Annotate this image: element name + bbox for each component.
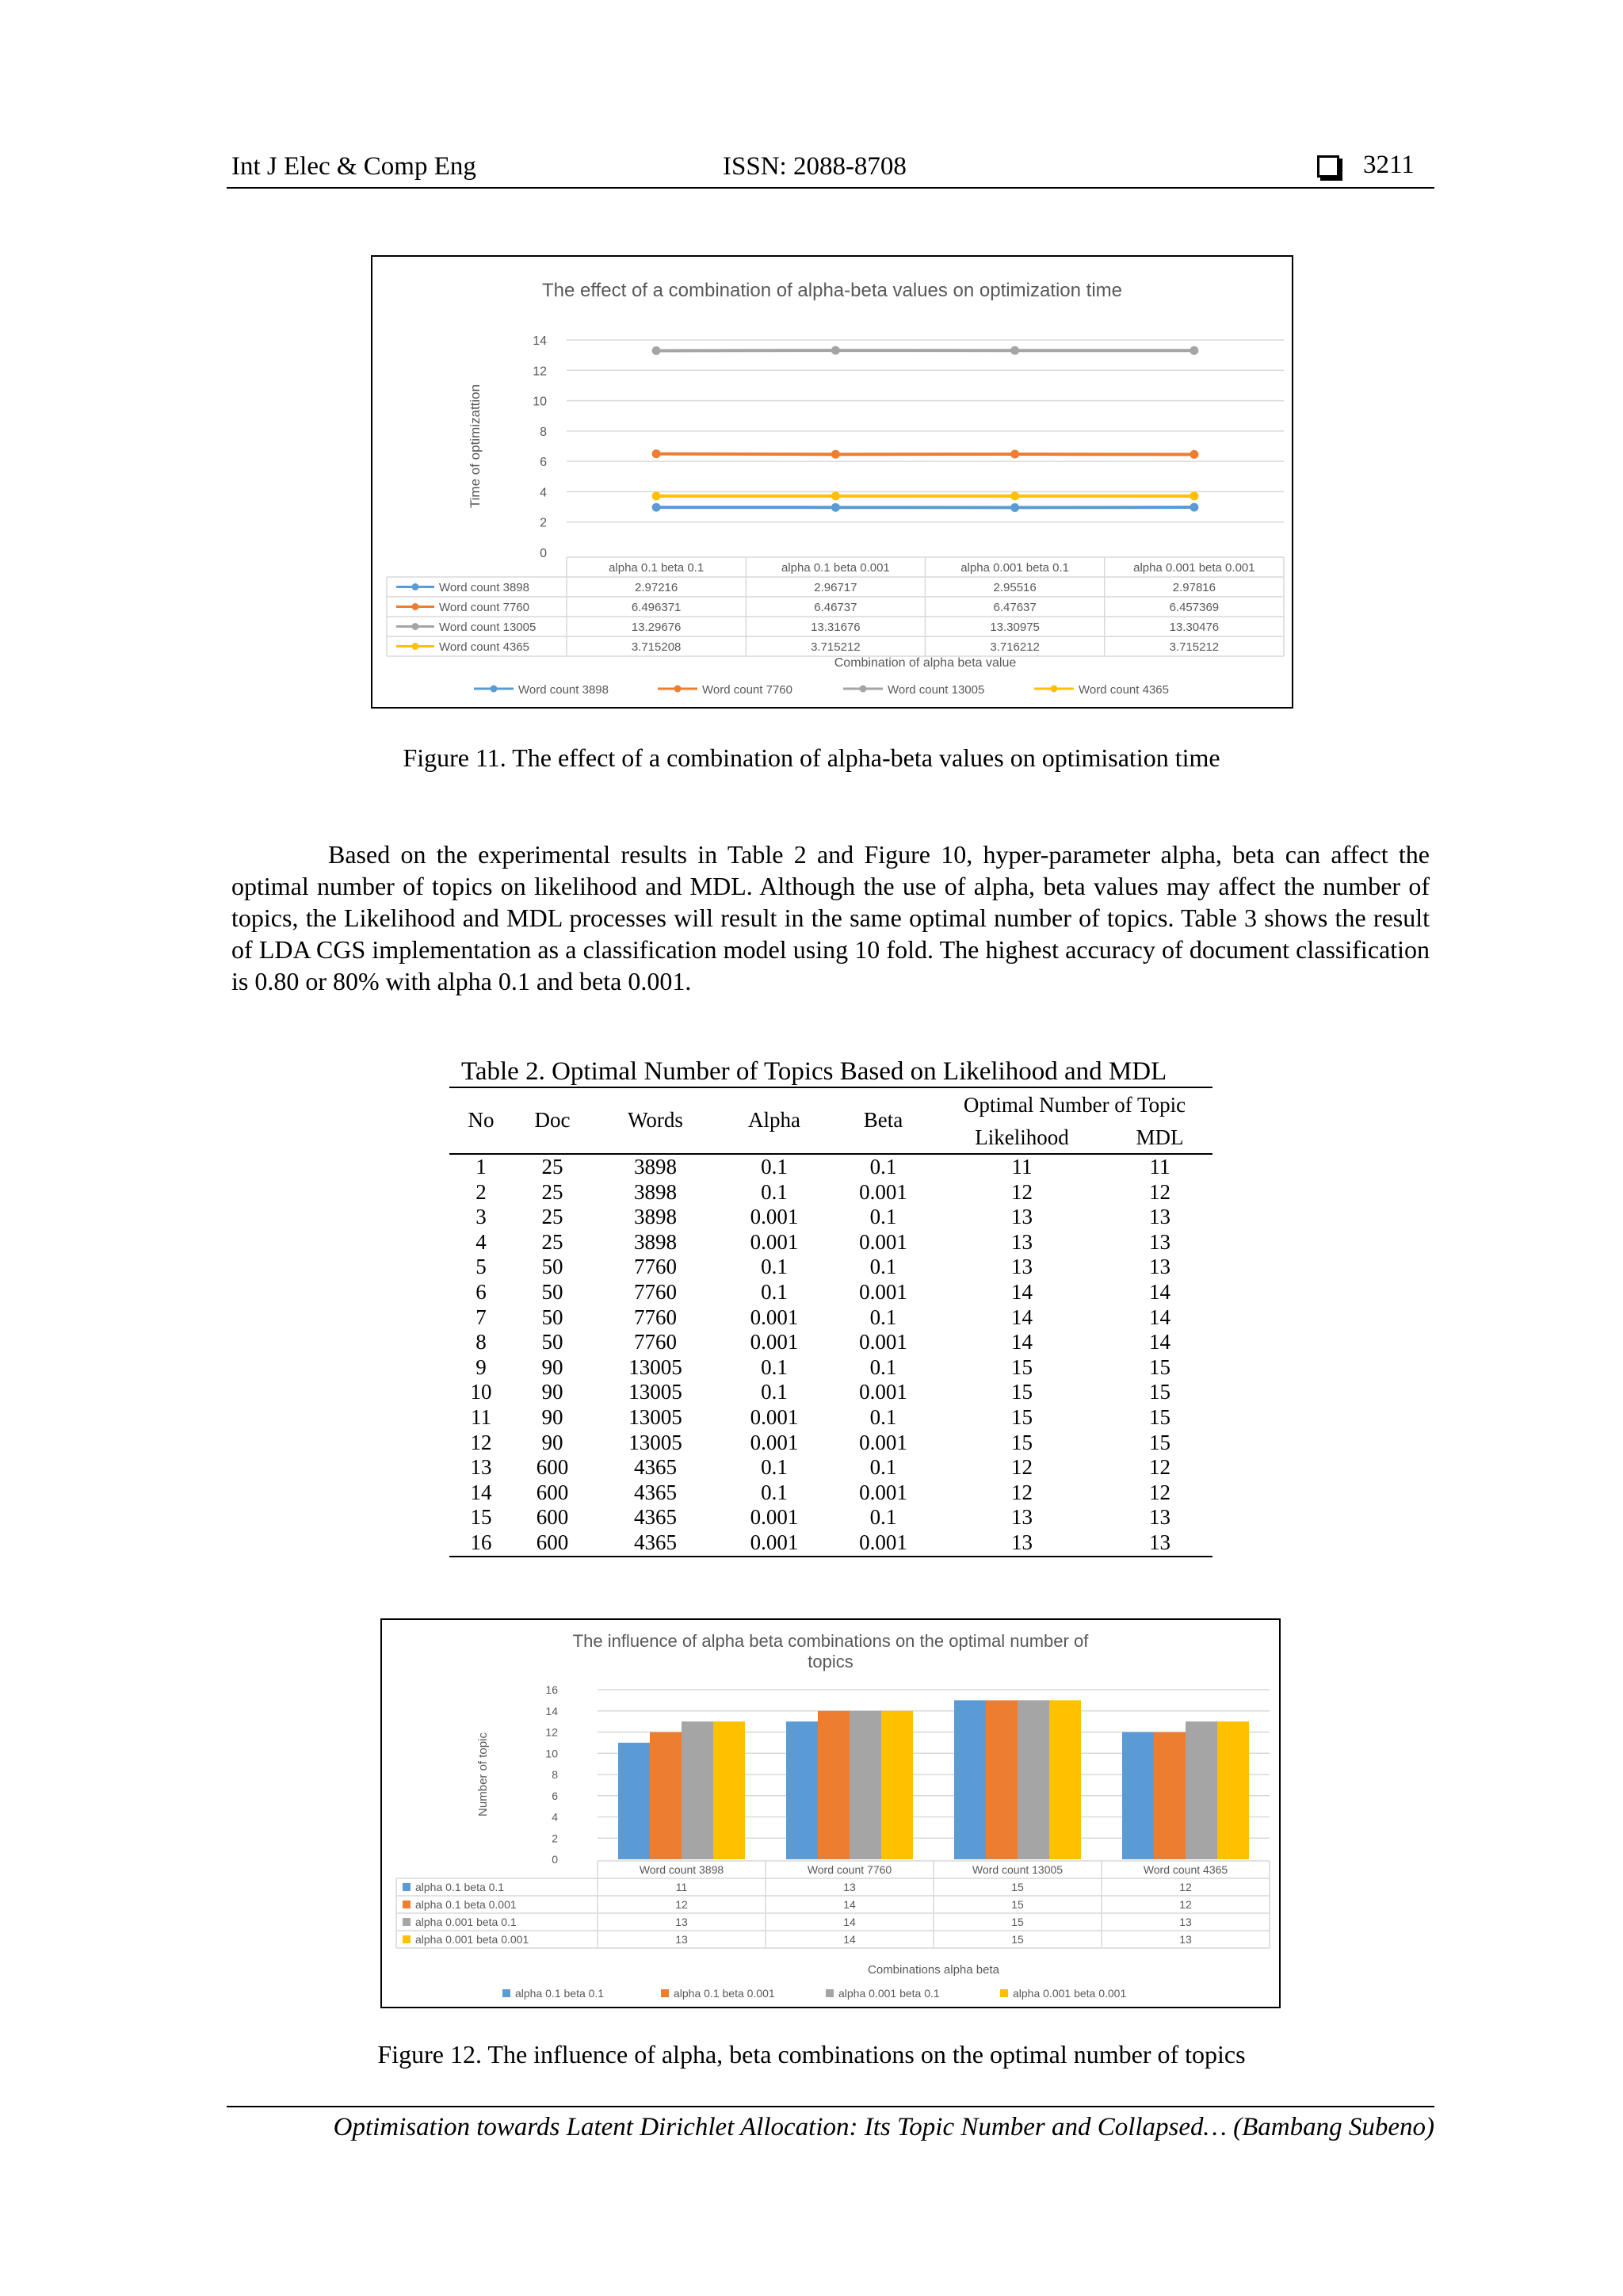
square-bullet-icon bbox=[1317, 155, 1339, 178]
journal-name: Int J Elec & Comp Eng bbox=[231, 152, 476, 181]
table-cell: 0.1 bbox=[761, 1279, 788, 1304]
x-category-label: alpha 0.1 beta 0.1 bbox=[609, 561, 705, 575]
table-value: 14 bbox=[843, 1933, 856, 1946]
table-row bbox=[449, 1280, 1212, 1305]
bar bbox=[786, 1721, 818, 1859]
page-number: 3211 bbox=[1363, 151, 1415, 179]
table-cell: 7760 bbox=[634, 1279, 677, 1304]
table-value: 3.715212 bbox=[811, 640, 861, 654]
table-cell: 12 bbox=[1149, 1179, 1170, 1204]
col-likelihood: Likelihood bbox=[937, 1121, 1107, 1154]
figure-12-frame bbox=[380, 1618, 1281, 2008]
table-cell: 0.001 bbox=[750, 1505, 799, 1530]
table-value: 14 bbox=[843, 1898, 856, 1911]
legend-swatch bbox=[826, 1989, 834, 1997]
data-point bbox=[831, 491, 840, 500]
figure-11-chart bbox=[372, 257, 1292, 707]
data-point bbox=[652, 449, 661, 458]
table-cell: 50 bbox=[541, 1305, 563, 1329]
table-cell: 25 bbox=[541, 1205, 563, 1229]
x-category-label: Word count 4365 bbox=[1143, 1863, 1228, 1876]
table-cell: 12 bbox=[1149, 1455, 1170, 1480]
body-paragraph bbox=[231, 839, 1430, 997]
legend-label: alpha 0.001 beta 0.1 bbox=[838, 1987, 940, 2000]
table-cell: 11 bbox=[471, 1404, 491, 1429]
legend-label: alpha 0.1 beta 0.1 bbox=[515, 1987, 605, 2000]
legend-label: Word count 4365 bbox=[1079, 683, 1169, 697]
table-cell: 7 bbox=[475, 1305, 487, 1329]
table-value: 14 bbox=[843, 1916, 856, 1928]
table-cell: 0.1 bbox=[761, 1179, 788, 1204]
table-cell: 0.1 bbox=[869, 1205, 897, 1229]
table-value: 6.457369 bbox=[1169, 601, 1220, 614]
legend-marker bbox=[674, 686, 682, 693]
table-value: 2.95516 bbox=[993, 581, 1037, 594]
table-cell: 3 bbox=[475, 1205, 487, 1229]
table-cell: 9 bbox=[475, 1354, 487, 1379]
bar bbox=[713, 1721, 745, 1859]
table-cell: 1 bbox=[475, 1155, 487, 1179]
y-tick-label: 8 bbox=[552, 1768, 558, 1781]
table-cell: 14 bbox=[1149, 1279, 1170, 1304]
table-cell: 3898 bbox=[634, 1155, 677, 1179]
x-category-label: Word count 13005 bbox=[972, 1863, 1064, 1876]
table-value: 13.29676 bbox=[631, 621, 682, 634]
table-cell: 16 bbox=[449, 1530, 513, 1557]
paragraph-text: Based on the experimental results in Table 2 and Figure 10, hyper-parameter alpha, beta can affect the optimal number of topics on likelihood and MDL. Although the use of alpha, beta values may affect the number of topics, the Likelihood and MDL processes will result in the same optimal number of topics. Table 3 shows the result of LDA CGS implementation as a classification model using 10 fold. The highest accuracy of document classification is 0.80 or 80% with alpha 0.1 and beta 0.001. bbox=[231, 840, 1430, 995]
table-cell: 0.001 bbox=[830, 1530, 937, 1557]
table-cell: 0.001 bbox=[859, 1279, 907, 1304]
table-cell: 7760 bbox=[634, 1255, 677, 1279]
table-row bbox=[449, 1330, 1212, 1355]
legend-key-swatch bbox=[403, 1901, 411, 1908]
table-cell: 13 bbox=[1149, 1505, 1170, 1530]
table-value: 3.716212 bbox=[990, 640, 1040, 654]
table-cell: 12 bbox=[1011, 1480, 1033, 1504]
legend-label: alpha 0.001 beta 0.001 bbox=[1013, 1987, 1127, 2000]
table-cell: 0.001 bbox=[859, 1229, 907, 1254]
legend-marker bbox=[1051, 686, 1058, 693]
table-2 bbox=[449, 1087, 1212, 1557]
table-row bbox=[449, 1455, 1212, 1480]
col-no: No bbox=[449, 1087, 513, 1154]
y-axis-label: Number of topic bbox=[476, 1733, 490, 1817]
col-words: Words bbox=[592, 1087, 719, 1154]
figure-12-caption: Figure 12. The influence of alpha, beta combinations on the optimal number of topics bbox=[377, 2040, 1246, 2069]
table-cell: 3898 bbox=[634, 1179, 677, 1204]
col-alpha: Alpha bbox=[719, 1087, 830, 1154]
table-2-title: Table 2. Optimal Number of Topics Based on Likelihood and MDL bbox=[461, 1057, 1167, 1086]
table-cell: 50 bbox=[541, 1255, 563, 1279]
table-cell: 13 bbox=[1149, 1255, 1170, 1279]
table-cell: 0.1 bbox=[869, 1255, 897, 1279]
data-point bbox=[831, 346, 840, 355]
series-line-2 bbox=[656, 454, 1194, 455]
y-tick-label: 2 bbox=[552, 1832, 558, 1845]
table-cell: 7760 bbox=[634, 1330, 677, 1354]
table-cell: 13 bbox=[1149, 1229, 1170, 1254]
y-tick-label: 10 bbox=[533, 395, 547, 409]
col-beta: Beta bbox=[830, 1087, 937, 1154]
table-cell: 50 bbox=[541, 1279, 563, 1304]
row-series-name: Word count 13005 bbox=[439, 621, 537, 634]
table-cell: 25 bbox=[541, 1179, 563, 1204]
data-point bbox=[831, 450, 840, 459]
table-cell: 15 bbox=[470, 1505, 492, 1530]
data-point bbox=[652, 346, 661, 355]
table-cell: 4365 bbox=[634, 1505, 677, 1530]
bar bbox=[1186, 1721, 1217, 1859]
row-series-name: Word count 4365 bbox=[439, 640, 529, 654]
table-cell: 90 bbox=[541, 1380, 563, 1404]
table-value: 15 bbox=[1011, 1898, 1024, 1911]
legend-key-swatch bbox=[403, 1883, 411, 1891]
legend-key-swatch bbox=[403, 1935, 411, 1943]
legend-label: Word count 3898 bbox=[518, 683, 609, 697]
table-cell: 600 bbox=[536, 1505, 569, 1530]
table-cell: 13 bbox=[1011, 1229, 1033, 1254]
table-cell: 0.1 bbox=[869, 1404, 897, 1429]
table-row bbox=[449, 1405, 1212, 1431]
legend-key-marker bbox=[412, 643, 419, 650]
y-tick-label: 4 bbox=[552, 1810, 558, 1824]
bar bbox=[1154, 1733, 1186, 1860]
table-cell: 0.001 bbox=[859, 1480, 907, 1504]
table-row bbox=[449, 1431, 1212, 1456]
table-value: 13 bbox=[675, 1933, 688, 1946]
table-cell: 0.001 bbox=[859, 1380, 907, 1404]
bar bbox=[618, 1743, 650, 1859]
table-value: 2.97216 bbox=[635, 581, 678, 594]
table-row bbox=[449, 1154, 1212, 1180]
table-cell: 4365 bbox=[592, 1530, 719, 1557]
y-tick-label: 16 bbox=[545, 1683, 558, 1696]
table-value: 6.496371 bbox=[631, 601, 682, 614]
table-cell: 0.001 bbox=[750, 1404, 799, 1429]
y-tick-label: 10 bbox=[545, 1747, 558, 1760]
table-value: 12 bbox=[1179, 1881, 1192, 1893]
bar bbox=[954, 1700, 986, 1859]
table-cell: 0.001 bbox=[719, 1530, 830, 1557]
table-cell: 14 bbox=[1011, 1305, 1033, 1329]
data-point bbox=[1190, 491, 1198, 500]
figure-11-frame bbox=[371, 255, 1293, 709]
bar bbox=[818, 1711, 850, 1859]
table-value: 3.715212 bbox=[1169, 640, 1220, 654]
table-cell: 0.1 bbox=[869, 1305, 897, 1329]
y-axis-label: Time of optimizattion bbox=[468, 384, 483, 509]
x-axis-label: Combination of alpha beta value bbox=[834, 656, 1017, 670]
x-category-label: Word count 7760 bbox=[807, 1863, 892, 1876]
page-number-block bbox=[1317, 151, 1415, 180]
table-cell: 3898 bbox=[634, 1205, 677, 1229]
y-tick-label: 2 bbox=[540, 516, 547, 530]
table-cell: 13 bbox=[1011, 1205, 1033, 1229]
table-cell: 14 bbox=[1011, 1279, 1033, 1304]
chart-title: The effect of a combination of alpha-beta values on optimization time bbox=[542, 280, 1122, 301]
table-cell: 0.1 bbox=[869, 1155, 897, 1179]
table-cell: 5 bbox=[475, 1255, 487, 1279]
footer-text: Optimisation towards Latent Dirichlet Allocation: Its Topic Number and Collapsed… (Bambang Subeno) bbox=[333, 2113, 1434, 2141]
table-cell: 13 bbox=[1011, 1255, 1033, 1279]
table-cell: 600 bbox=[513, 1530, 592, 1557]
data-point bbox=[1190, 346, 1198, 355]
table-cell: 0.001 bbox=[750, 1205, 799, 1229]
table-cell: 13005 bbox=[628, 1380, 682, 1404]
table-cell: 6 bbox=[475, 1279, 487, 1304]
table-cell: 12 bbox=[470, 1430, 492, 1454]
table-row bbox=[449, 1180, 1212, 1205]
figure-12-chart bbox=[382, 1620, 1279, 2007]
table-cell: 0.001 bbox=[859, 1179, 907, 1204]
x-category-label: Word count 3898 bbox=[639, 1863, 724, 1876]
figure-11-caption: Figure 11. The effect of a combination of alpha-beta values on optimisation time bbox=[403, 743, 1220, 772]
table-cell: 2 bbox=[475, 1179, 487, 1204]
y-tick-label: 14 bbox=[545, 1704, 558, 1717]
bar bbox=[1122, 1733, 1154, 1860]
table-row bbox=[449, 1505, 1212, 1530]
legend-swatch bbox=[502, 1989, 510, 1997]
table-value: 13.30975 bbox=[990, 621, 1040, 634]
legend-label: Word count 7760 bbox=[702, 683, 792, 697]
bar bbox=[881, 1711, 913, 1859]
table-cell: 0.1 bbox=[761, 1354, 788, 1379]
row-series-name: Word count 3898 bbox=[439, 581, 529, 594]
table-row bbox=[449, 1355, 1212, 1381]
legend-key-marker bbox=[412, 603, 419, 610]
table-cell: 90 bbox=[541, 1404, 563, 1429]
table-cell: 14 bbox=[1011, 1330, 1033, 1354]
y-tick-label: 6 bbox=[540, 456, 547, 470]
row-series-name: alpha 0.1 beta 0.001 bbox=[415, 1898, 517, 1911]
table-cell: 13005 bbox=[628, 1404, 682, 1429]
table-cell: 0.001 bbox=[750, 1229, 799, 1254]
table-cell: 600 bbox=[536, 1455, 569, 1480]
table-value: 15 bbox=[1011, 1881, 1024, 1893]
legend-label: Word count 13005 bbox=[888, 683, 985, 697]
table-value: 13 bbox=[843, 1881, 856, 1893]
x-category-label: alpha 0.1 beta 0.001 bbox=[781, 561, 890, 575]
table-cell: 90 bbox=[541, 1354, 563, 1379]
table-2-body bbox=[449, 1154, 1212, 1557]
table-cell: 15 bbox=[1011, 1380, 1033, 1404]
table-cell: 15 bbox=[1011, 1430, 1033, 1454]
table-cell: 15 bbox=[1011, 1404, 1033, 1429]
table-cell: 0.1 bbox=[761, 1380, 788, 1404]
table-cell: 8 bbox=[475, 1330, 487, 1354]
data-point bbox=[652, 503, 661, 512]
table-value: 2.97816 bbox=[1172, 581, 1216, 594]
table-cell: 600 bbox=[536, 1480, 569, 1504]
table-cell: 0.1 bbox=[869, 1505, 897, 1530]
table-cell: 11 bbox=[1011, 1155, 1033, 1179]
bar bbox=[1049, 1700, 1081, 1859]
table-cell: 13 bbox=[937, 1530, 1107, 1557]
table-cell: 15 bbox=[1149, 1404, 1170, 1429]
y-tick-label: 4 bbox=[540, 486, 547, 500]
footer-rule bbox=[227, 2106, 1434, 2107]
table-cell: 14 bbox=[470, 1480, 492, 1504]
data-point bbox=[831, 503, 840, 512]
table-cell: 4365 bbox=[634, 1455, 677, 1480]
row-series-name: Word count 7760 bbox=[439, 601, 529, 614]
y-tick-label: 12 bbox=[533, 365, 547, 379]
data-point bbox=[1010, 346, 1019, 355]
table-row bbox=[449, 1255, 1212, 1280]
legend-key-marker bbox=[412, 623, 419, 630]
legend-marker bbox=[860, 686, 867, 693]
table-value: 3.715208 bbox=[631, 640, 682, 654]
table-value: 15 bbox=[1011, 1916, 1024, 1928]
table-cell: 0.001 bbox=[859, 1430, 907, 1454]
legend-label: alpha 0.1 beta 0.001 bbox=[674, 1987, 775, 2000]
table-value: 13 bbox=[675, 1916, 688, 1928]
table-cell: 0.001 bbox=[859, 1330, 907, 1354]
table-cell: 50 bbox=[541, 1330, 563, 1354]
table-cell: 13 bbox=[1149, 1205, 1170, 1229]
table-cell: 15 bbox=[1149, 1430, 1170, 1454]
table-value: 6.46737 bbox=[814, 601, 857, 614]
table-cell: 4365 bbox=[634, 1480, 677, 1504]
table-cell: 12 bbox=[1149, 1480, 1170, 1504]
table-value: 13.30476 bbox=[1169, 621, 1220, 634]
row-series-name: alpha 0.001 beta 0.001 bbox=[415, 1933, 529, 1946]
table-value: 13 bbox=[1179, 1916, 1192, 1928]
table-value: 11 bbox=[675, 1881, 688, 1893]
legend-marker bbox=[491, 686, 498, 693]
table-cell: 4 bbox=[475, 1229, 487, 1254]
table-cell: 12 bbox=[1011, 1455, 1033, 1480]
table-row bbox=[449, 1380, 1212, 1405]
table-cell: 0.001 bbox=[750, 1305, 799, 1329]
table-cell: 13005 bbox=[628, 1354, 682, 1379]
data-point bbox=[1010, 450, 1019, 459]
table-value: 12 bbox=[1179, 1898, 1192, 1911]
table-cell: 0.001 bbox=[750, 1330, 799, 1354]
table-value: 13.31676 bbox=[811, 621, 861, 634]
table-cell: 0.1 bbox=[761, 1155, 788, 1179]
header-rule bbox=[227, 187, 1434, 189]
col-mdl: MDL bbox=[1107, 1121, 1212, 1154]
chart-title: The influence of alpha beta combinations on the optimal number of topics bbox=[572, 1631, 1089, 1671]
table-cell: 13 bbox=[470, 1455, 492, 1480]
table-cell: 13 bbox=[1107, 1530, 1212, 1557]
table-row bbox=[449, 1530, 1212, 1557]
table-cell: 13005 bbox=[628, 1430, 682, 1454]
y-tick-label: 14 bbox=[533, 334, 547, 348]
table-cell: 10 bbox=[470, 1380, 492, 1404]
table-cell: 15 bbox=[1011, 1354, 1033, 1379]
x-axis-label: Combinations alpha beta bbox=[868, 1963, 999, 1977]
table-row bbox=[449, 1480, 1212, 1506]
table-cell: 0.001 bbox=[750, 1430, 799, 1454]
table-cell: 7760 bbox=[634, 1305, 677, 1329]
legend-swatch bbox=[661, 1989, 669, 1997]
bar bbox=[682, 1721, 713, 1859]
table-cell: 0.1 bbox=[761, 1480, 788, 1504]
legend-key-marker bbox=[412, 583, 419, 590]
table-value: 15 bbox=[1011, 1933, 1024, 1946]
bar bbox=[986, 1700, 1018, 1859]
table-cell: 14 bbox=[1149, 1305, 1170, 1329]
x-category-label: alpha 0.001 beta 0.1 bbox=[960, 561, 1070, 575]
table-value: 6.47637 bbox=[993, 601, 1037, 614]
bar bbox=[1217, 1721, 1249, 1859]
y-tick-label: 6 bbox=[552, 1789, 558, 1802]
data-point bbox=[1190, 502, 1198, 511]
table-cell: 14 bbox=[1149, 1330, 1170, 1354]
data-point bbox=[1010, 503, 1019, 512]
table-cell: 90 bbox=[541, 1430, 563, 1454]
legend-key-swatch bbox=[403, 1918, 411, 1926]
table-value: 12 bbox=[675, 1898, 688, 1911]
table-cell: 25 bbox=[541, 1229, 563, 1254]
table-cell: 3898 bbox=[634, 1229, 677, 1254]
table-cell: 25 bbox=[541, 1155, 563, 1179]
table-cell: 13 bbox=[1011, 1505, 1033, 1530]
table-value: 2.96717 bbox=[814, 581, 857, 594]
y-tick-label: 0 bbox=[540, 547, 547, 560]
table-row bbox=[449, 1305, 1212, 1331]
y-tick-label: 0 bbox=[552, 1853, 558, 1866]
data-point bbox=[652, 491, 661, 500]
bar bbox=[650, 1733, 682, 1860]
table-row bbox=[449, 1205, 1212, 1230]
table-cell: 0.1 bbox=[869, 1354, 897, 1379]
legend-swatch bbox=[1000, 1989, 1008, 1997]
bar bbox=[1018, 1700, 1049, 1859]
table-cell: 0.1 bbox=[761, 1255, 788, 1279]
y-tick-label: 12 bbox=[545, 1725, 558, 1739]
bar bbox=[850, 1711, 881, 1859]
col-doc: Doc bbox=[513, 1087, 592, 1154]
table-cell: 0.1 bbox=[869, 1455, 897, 1480]
table-cell: 15 bbox=[1149, 1354, 1170, 1379]
row-series-name: alpha 0.001 beta 0.1 bbox=[415, 1916, 517, 1928]
col-group-optimal: Optimal Number of Topic bbox=[963, 1093, 1186, 1117]
issn: ISSN: 2088-8708 bbox=[723, 152, 907, 181]
table-cell: 11 bbox=[1149, 1155, 1170, 1179]
table-row bbox=[449, 1230, 1212, 1255]
data-point bbox=[1190, 450, 1198, 459]
table-cell: 12 bbox=[1011, 1179, 1033, 1204]
data-point bbox=[1010, 491, 1019, 500]
table-value: 13 bbox=[1179, 1933, 1192, 1946]
table-cell: 15 bbox=[1149, 1380, 1170, 1404]
x-category-label: alpha 0.001 beta 0.001 bbox=[1133, 561, 1255, 575]
row-series-name: alpha 0.1 beta 0.1 bbox=[415, 1881, 505, 1893]
y-tick-label: 8 bbox=[540, 425, 547, 439]
table-cell: 0.1 bbox=[761, 1455, 788, 1480]
